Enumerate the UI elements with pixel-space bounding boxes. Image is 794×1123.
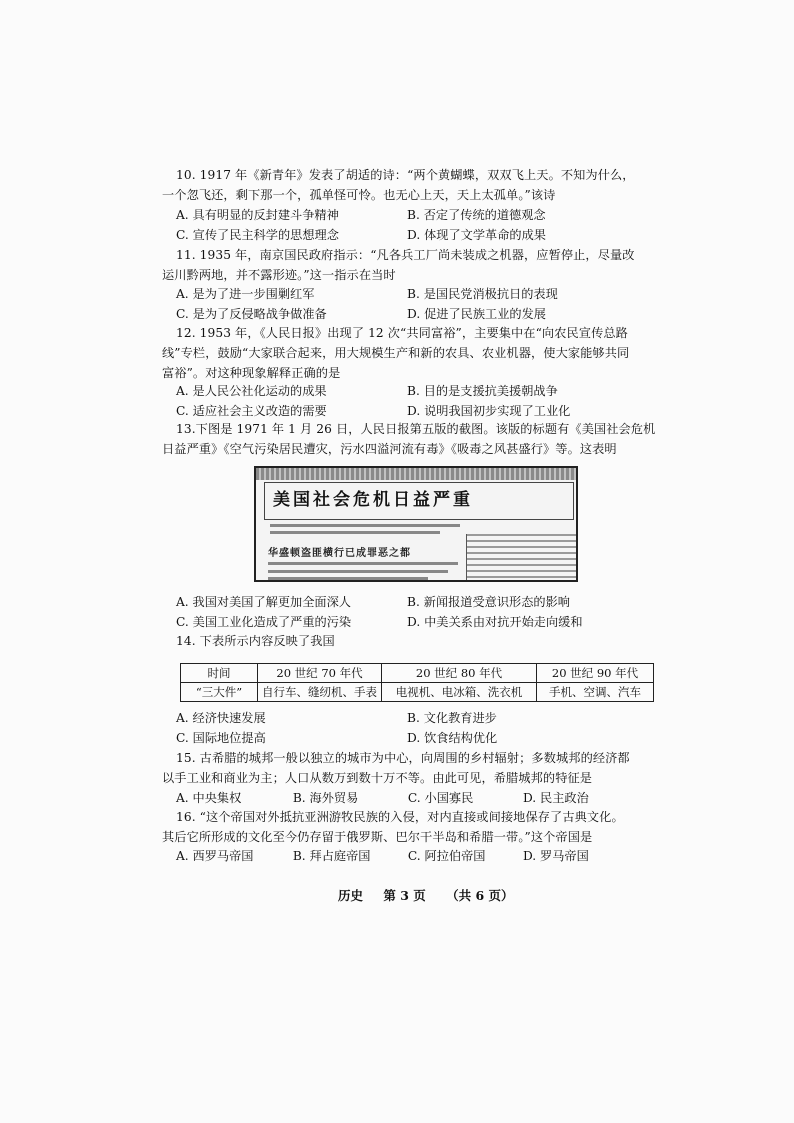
table-cell: 电视机、电冰箱、洗衣机 — [382, 683, 537, 702]
option-b: B. 文化教育进步 — [407, 711, 497, 725]
options-15 — [176, 788, 638, 808]
question-text-line: 日益严重》《空气污染居民遭灾，污水四溢河流有毒》《吸毒之风甚盛行》等。这表明 — [162, 442, 617, 456]
question-text-line: 一个忽飞还，剩下那一个，孤单怪可怜。也无心上天，天上太孤单。”该诗 — [162, 188, 556, 202]
question-text-line: 以手工业和商业为主；人口从数万到数十万不等。由此可见，希腊城邦的特征是 — [162, 771, 593, 785]
footer-page-number: 第 3 页 — [383, 888, 426, 903]
options-12 — [176, 381, 638, 421]
clip-text-line — [268, 562, 458, 565]
options-10 — [176, 205, 638, 245]
option-b: B. 海外贸易 — [292, 791, 359, 805]
table-header-cell: 20 世纪 80 年代 — [382, 664, 537, 683]
clip-masthead-band — [256, 468, 576, 480]
option-b: B. 是国民党消极抗日的表现 — [407, 287, 558, 301]
clip-headline: 美国社会危机日益严重 — [264, 482, 574, 520]
question-11 — [162, 245, 638, 285]
question-text-line: 12. 1953 年，《人民日报》出现了 12 次“共同富裕”，主要集中在“向农民宣传总路 — [176, 326, 628, 340]
option-d: D. 促进了民族工业的发展 — [407, 307, 546, 321]
option-a: A. 是为了进一步围剿红军 — [176, 287, 315, 301]
option-c: C. 宣传了民主科学的思想理念 — [176, 228, 339, 242]
option-b: B. 否定了传统的道德观念 — [407, 208, 546, 222]
option-c: C. 美国工业化造成了严重的污染 — [176, 615, 352, 629]
footer-subject: 历史 — [338, 888, 364, 903]
option-a: A. 具有明显的反封建斗争精神 — [176, 208, 339, 222]
table-header-cell: 时间 — [181, 664, 258, 683]
question-text-line: 11. 1935 年，南京国民政府指示：“凡各兵工厂尚未装成之机器，应暂停止，尽量改 — [176, 248, 635, 262]
clip-text-line — [268, 570, 448, 573]
table-row — [181, 683, 654, 702]
page-footer — [338, 886, 530, 904]
option-b: B. 新闻报道受意识形态的影响 — [407, 595, 570, 609]
option-c: C. 阿拉伯帝国 — [407, 849, 486, 863]
option-a: A. 经济快速发展 — [176, 711, 266, 725]
option-a: A. 中央集权 — [176, 791, 242, 805]
question-14 — [176, 631, 638, 651]
option-d: D. 民主政治 — [522, 791, 589, 805]
clip-subheadline: 华盛顿盗匪横行已成罪恶之都 — [268, 548, 411, 559]
table-cell: 手机、空调、汽车 — [537, 683, 654, 702]
question-text-line: 16. “这个帝国对外抵抗亚洲游牧民族的入侵，对内直接或间接地保存了古典文化。 — [176, 810, 624, 824]
table-cell: “三大件” — [181, 683, 258, 702]
option-d: D. 说明我国初步实现了工业化 — [407, 404, 571, 418]
clip-column-block — [466, 534, 577, 582]
option-a: A. 西罗马帝国 — [176, 849, 254, 863]
question-13 — [162, 419, 656, 459]
option-d: D. 饮食结构优化 — [407, 731, 498, 745]
option-d: D. 体现了文学革命的成果 — [407, 228, 546, 242]
clip-text-line — [270, 524, 460, 527]
question-text-line: 富裕”。对这种现象解释正确的是 — [162, 366, 341, 380]
table-cell: 自行车、缝纫机、手表 — [258, 683, 382, 702]
question-text-line: 10. 1917 年《新青年》发表了胡适的诗：“两个黄蝴蝶，双双飞上天。不知为什么， — [176, 168, 635, 182]
question-14-table — [180, 663, 654, 702]
footer-page-total: （共 6 页） — [446, 888, 514, 903]
clip-text-line — [270, 531, 440, 534]
option-c: C. 是为了反侵略战争做准备 — [176, 307, 327, 321]
option-d: D. 罗马帝国 — [522, 849, 589, 863]
options-11 — [176, 284, 638, 324]
question-12 — [162, 323, 638, 383]
question-text-line: 15. 古希腊的城邦一般以独立的城市为中心，向周围的乡村辐射；多数城邦的经济都 — [176, 751, 630, 765]
options-14 — [176, 708, 638, 748]
newspaper-clipping-image — [254, 466, 578, 582]
question-16 — [162, 807, 638, 847]
question-text-line: 线”专栏，鼓励“大家联合起来，用大规模生产和新的农具、农业机器，使大家能够共同 — [162, 346, 630, 360]
options-16 — [176, 846, 638, 866]
question-text-line: 其后它所形成的文化至今仍存留于俄罗斯、巴尔干半岛和希腊一带。”这个帝国是 — [162, 830, 593, 844]
table-header-row — [181, 664, 654, 683]
option-b: B. 目的是支援抗美援朝战争 — [407, 384, 558, 398]
table-header-cell: 20 世纪 70 年代 — [258, 664, 382, 683]
options-13 — [176, 592, 638, 632]
question-15 — [162, 748, 638, 788]
option-d: D. 中美关系由对抗开始走向缓和 — [407, 615, 583, 629]
question-text-line: 13.下图是 1971 年 1 月 26 日，人民日报第五版的截图。该版的标题有《美国社会危机 — [176, 422, 656, 436]
option-a: A. 我国对美国了解更加全面深人 — [176, 595, 351, 609]
question-text-line: 14. 下表所示内容反映了我国 — [176, 634, 335, 648]
question-text-line: 运川黔两地，并不露形迹。”这一指示在当时 — [162, 268, 396, 282]
question-10 — [162, 165, 638, 205]
clip-text-line — [268, 577, 428, 580]
option-a: A. 是人民公社化运动的成果 — [176, 384, 327, 398]
option-b: B. 拜占庭帝国 — [292, 849, 371, 863]
option-c: C. 小国寡民 — [407, 791, 474, 805]
option-c: C. 适应社会主义改造的需要 — [176, 404, 327, 418]
option-c: C. 国际地位提高 — [176, 731, 266, 745]
table-header-cell: 20 世纪 90 年代 — [537, 664, 654, 683]
